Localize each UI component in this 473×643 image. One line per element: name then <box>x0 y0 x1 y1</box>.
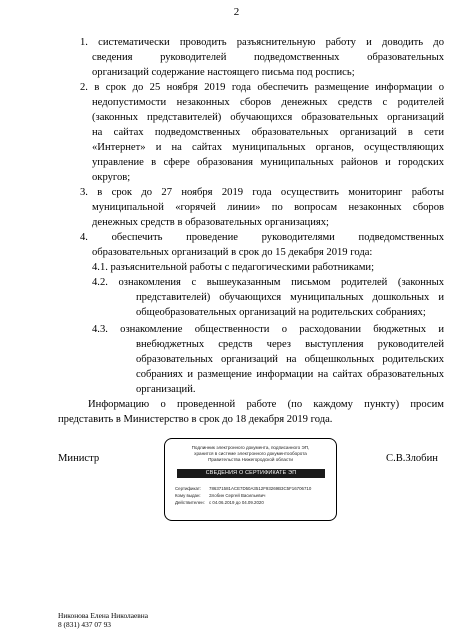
text-line: организаций. <box>136 384 196 395</box>
text-line: округов; <box>92 172 131 183</box>
stamp-certificate-row <box>175 486 311 492</box>
text-line: организаций содержание настоящего письма под роспись; <box>92 67 355 78</box>
stamp-label: Сертификат: <box>175 486 202 491</box>
stamp-header-line: хранится в системе электронного документооборота <box>194 451 307 456</box>
text-line: сведения руководителей подведомственных образовательных <box>92 52 444 63</box>
stamp-title: СВЕДЕНИЯ О СЕРТИФИКАТЕ ЭП <box>177 469 325 478</box>
text-line: денежных средств в образовательных организациях; <box>92 217 329 228</box>
text-line: муниципальной «горячей линии» по вопросам незаконных сборов <box>92 202 444 213</box>
stamp-value: Злобин Сергей Васильевич <box>209 493 266 498</box>
text-line: 4.1. разъяснительной работы с педагогическими работниками; <box>92 262 375 273</box>
text-line: Информацию о проведенной работе (по каждому пункту) просим <box>88 399 444 410</box>
text-line: образовательных организаций в срок до 15 декабря 2019 года: <box>92 247 373 258</box>
stamp-validity-row <box>175 500 264 506</box>
text-line: управление в сфере образования муниципальных районов и городских <box>92 157 444 168</box>
text-line: 1. систематически проводить разъяснительную работу и доводить до <box>80 37 444 48</box>
stamp-header-line: Правительства Нижегородской области <box>208 457 293 462</box>
text-line: «Интернет» и на сайтах муниципальных органов, осуществляющих <box>92 142 444 153</box>
text-line: внебюджетных средств через выступления руководителей <box>136 339 444 350</box>
text-line: Министр <box>58 453 100 464</box>
stamp-value: 786371581ACE7D50A3512F93269B3C5F16706710 <box>209 486 312 491</box>
text-line: 4. обеспечить проведение руководителями подведомственных <box>80 232 444 243</box>
electronic-signature-stamp <box>164 438 337 521</box>
text-line: 4.2. ознакомления с вышеуказанным письмом родителей (законных <box>92 277 444 288</box>
stamp-label: Действителен: <box>175 500 205 505</box>
stamp-value: с 04.06.2019 до 04.09.2020 <box>209 500 264 505</box>
text-line: образовательных организаций на общешкольных родительских <box>136 354 444 365</box>
executor-phone: 8 (831) 437 07 93 <box>58 620 111 629</box>
text-line: собраниях и размещение информации на сайтах образовательных <box>136 369 444 380</box>
text-line: 3. в срок до 27 ноября 2019 года осуществить мониторинг работы <box>80 187 444 198</box>
page-number: 2 <box>233 6 240 18</box>
stamp-label: Кому выдан: <box>175 493 201 498</box>
executor-name: Никонова Елена Николаевна <box>58 611 149 620</box>
text-line: общеобразовательных организаций на родительских собраниях; <box>136 307 426 318</box>
text-line: 4.3. ознакомление общественности о расходовании бюджетных и <box>92 324 444 335</box>
text-line: представителей) обучающихся муниципальных дошкольных и <box>136 292 444 303</box>
text-line: (законных представителей) обучающихся образовательных организаций <box>92 112 444 123</box>
text-line: на сайтах подведомственных образовательных организаций в сети <box>92 127 444 138</box>
text-line: представить в Министерство в срок до 18 декабря 2019 года. <box>58 414 333 425</box>
stamp-owner-row <box>175 493 265 499</box>
text-line: недопустимости незаконных сборов денежных средств с родителей <box>92 97 444 108</box>
stamp-header-line: Подлинник электронного документа, подписанного ЭП, <box>191 445 310 450</box>
text-line: 2. в срок до 25 ноября 2019 года обеспечить размещение информации о <box>80 82 444 93</box>
text-line: С.В.Злобин <box>386 453 438 464</box>
